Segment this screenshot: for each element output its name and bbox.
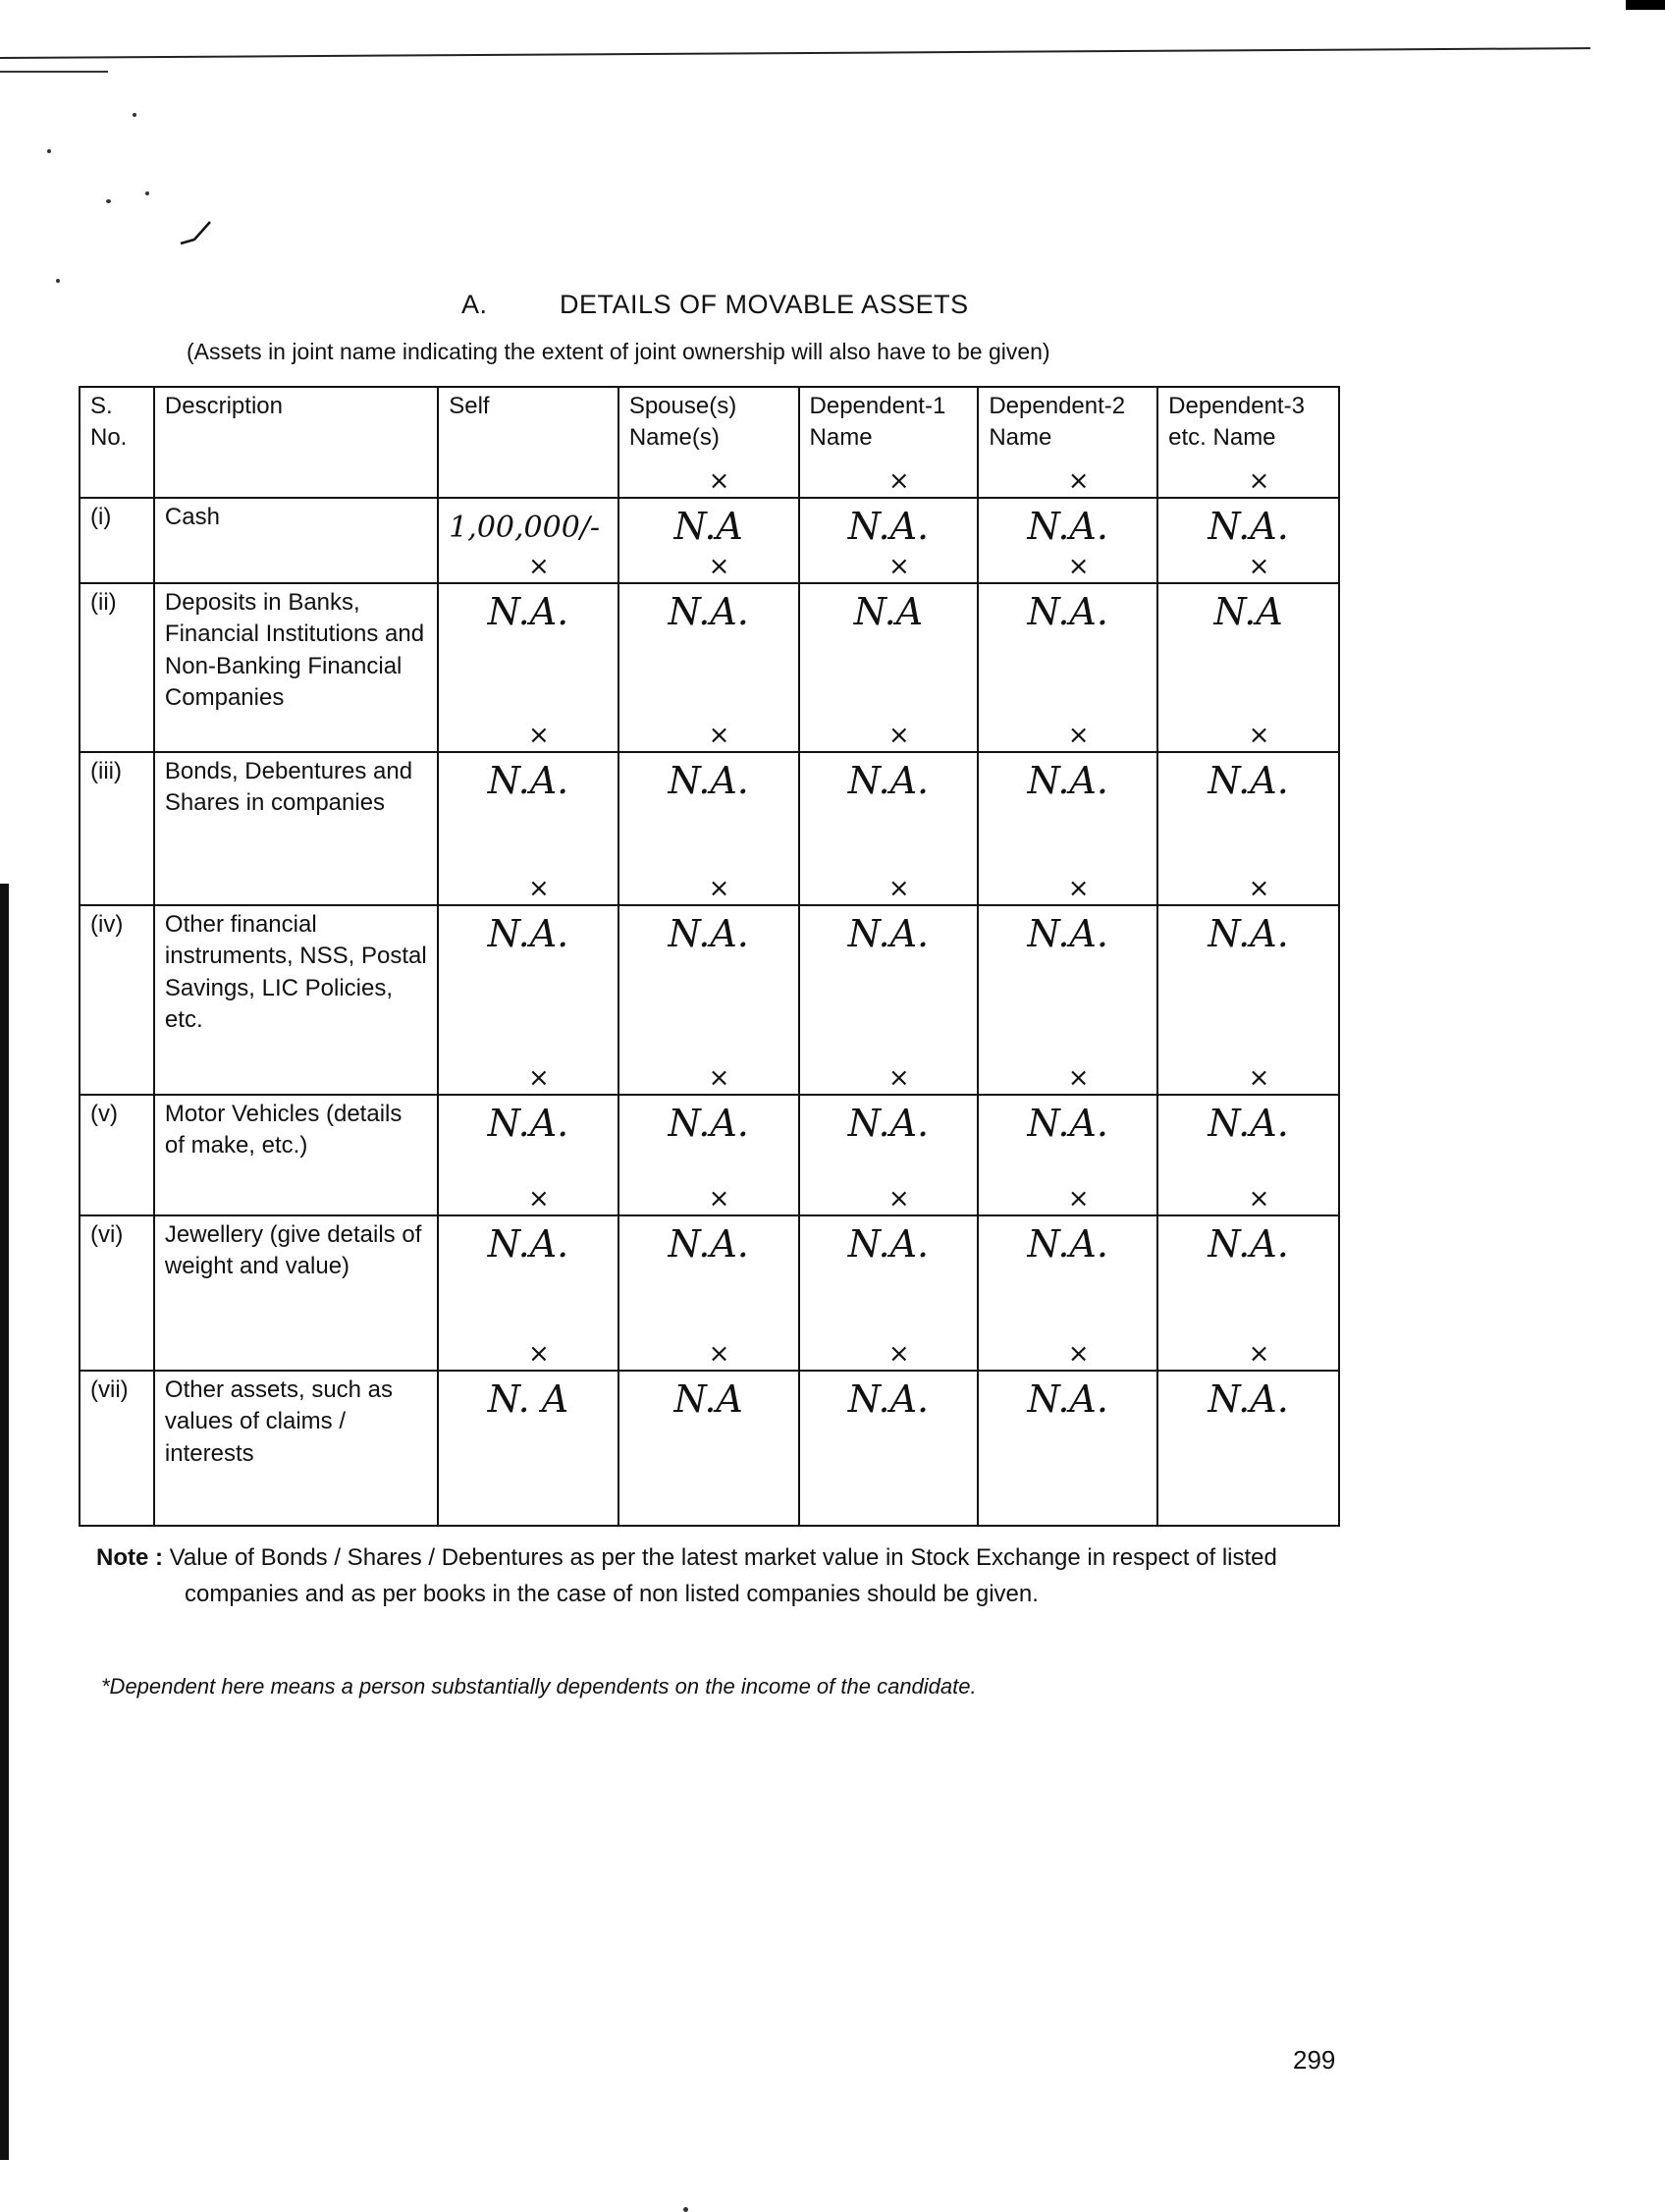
tick-mark (177, 216, 216, 250)
header-dependent-3: Dependent-3 etc. Name (1157, 387, 1339, 498)
strike-mark: × (528, 1063, 550, 1093)
row-sno: (vi) (80, 1215, 154, 1371)
handwritten-value: × N.A. (1027, 874, 1108, 955)
handwritten-value: × N. A (487, 1339, 569, 1421)
handwritten-value: × N.A. (847, 874, 930, 955)
page-number: 299 (1293, 2045, 1336, 2075)
handwritten-value: × N.A. (847, 466, 930, 548)
handwritten-value: × N.A. (668, 1184, 749, 1266)
handwritten-value: × N.A. (487, 1184, 569, 1266)
strike-mark: × (887, 466, 910, 496)
header-self: Self (438, 387, 618, 498)
handwritten-value: × N.A. (847, 1339, 930, 1421)
scan-speck (47, 149, 51, 153)
row-description: Other financial instruments, NSS, Postal Savings, LIC Policies, etc. (154, 905, 438, 1095)
note-block (96, 1539, 1343, 1612)
strike-mark: × (528, 874, 550, 903)
strike-mark: × (708, 552, 730, 581)
row-description: Other assets, such as values of claims / interests (154, 1371, 438, 1526)
strike-mark: × (528, 1339, 550, 1369)
strike-mark: × (1067, 1063, 1090, 1093)
header-sno: S. No. (80, 387, 154, 498)
row-description: Motor Vehicles (details of make, etc.) (154, 1095, 438, 1215)
row-sno: (i) (80, 498, 154, 583)
strike-mark: × (528, 552, 550, 581)
scan-left-edge (0, 884, 9, 2160)
handwritten-value: × N.A. (847, 1063, 930, 1145)
handwritten-value: × N.A. (1027, 466, 1108, 548)
header-spouse: Spouse(s) Name(s) (618, 387, 799, 498)
strike-mark: × (708, 1339, 730, 1369)
section-heading: DETAILS OF MOVABLE ASSETS (560, 290, 969, 319)
strike-mark: × (1248, 1063, 1270, 1093)
cell-self (438, 1339, 618, 1526)
section-title (461, 290, 969, 320)
handwritten-value: × N.A. (1208, 874, 1289, 955)
handwritten-value: × N.A. (1208, 1063, 1289, 1145)
header-description: Description (154, 387, 438, 498)
note-label: Note : (96, 1544, 163, 1571)
strike-mark: × (1248, 552, 1270, 581)
strike-mark: × (528, 721, 550, 750)
handwritten-value: × N.A. (1027, 721, 1108, 802)
row-description: Deposits in Banks, Financial Institutions and Non-Banking Financial Companies (154, 583, 438, 752)
strike-mark: × (1067, 1339, 1090, 1369)
handwritten-value: × N.A. (1208, 1184, 1289, 1266)
strike-mark: × (887, 552, 910, 581)
row-description: Bonds, Debentures and Shares in companies (154, 752, 438, 905)
handwritten-value: × N.A (673, 1339, 743, 1421)
strike-mark: × (1067, 552, 1090, 581)
strike-mark: × (1067, 466, 1090, 496)
row-sno: (vii) (80, 1371, 154, 1526)
header-dependent-1: Dependent-1 Name (799, 387, 979, 498)
cell-dependent-2 (978, 1339, 1157, 1526)
strike-mark: × (887, 1184, 910, 1214)
scan-speck (133, 113, 136, 117)
table-row (80, 1371, 1339, 1526)
handwritten-value: × N.A (1213, 552, 1283, 633)
strike-mark: × (708, 1063, 730, 1093)
handwritten-value: × N.A. (847, 1184, 930, 1266)
strike-mark: × (1248, 1339, 1270, 1369)
row-sno: (iii) (80, 752, 154, 905)
strike-mark: × (1248, 874, 1270, 903)
scan-edge-line (0, 47, 1590, 59)
strike-mark: × (708, 466, 730, 496)
section-letter: A. (461, 290, 488, 319)
row-sno: (v) (80, 1095, 154, 1215)
strike-mark: × (887, 874, 910, 903)
strike-mark: × (708, 1184, 730, 1214)
dependent-footnote: *Dependent here means a person substantially dependents on the income of the candidate. (101, 1674, 977, 1699)
strike-mark: × (887, 1339, 910, 1369)
note-text: Value of Bonds / Shares / Debentures as per the latest market value in Stock Exchange in respect of listed companies and as per books in the case of non listed companies should be given. (169, 1544, 1277, 1608)
handwritten-value: × N.A. (847, 721, 930, 802)
handwritten-value: × N.A. (1027, 552, 1108, 633)
handwritten-value: 1,00,000/- (449, 511, 601, 545)
handwritten-value: × N.A. (1027, 1063, 1108, 1145)
handwritten-value: × N.A. (487, 721, 569, 802)
handwritten-value: × N.A. (1027, 1339, 1108, 1421)
strike-mark: × (1067, 721, 1090, 750)
section-subtitle: (Assets in joint name indicating the extent of joint ownership will also have to be given) (187, 339, 1050, 364)
strike-mark: × (1067, 1184, 1090, 1214)
handwritten-value: × N.A. (668, 552, 749, 633)
cell-dependent-1 (799, 1339, 979, 1526)
row-sno: (ii) (80, 583, 154, 752)
cell-spouse (618, 1339, 799, 1526)
strike-mark: × (708, 874, 730, 903)
strike-mark: × (1248, 1184, 1270, 1214)
strike-mark: × (887, 721, 910, 750)
handwritten-value: × N.A (853, 552, 924, 633)
row-description: Jewellery (give details of weight and value) (154, 1215, 438, 1371)
strike-mark: × (1067, 874, 1090, 903)
handwritten-value: × N.A. (668, 1063, 749, 1145)
row-sno: (iv) (80, 905, 154, 1095)
handwritten-value: × N.A. (487, 874, 569, 955)
strike-mark: × (708, 721, 730, 750)
strike-mark: × (1248, 721, 1270, 750)
handwritten-value: × N.A. (668, 721, 749, 802)
movable-assets-table (79, 386, 1340, 1527)
scan-speck (56, 279, 60, 283)
handwritten-value: × N.A. (1027, 1184, 1108, 1266)
row-description: Cash (154, 498, 438, 583)
strike-mark: × (528, 1184, 550, 1214)
handwritten-value: × N.A. (668, 874, 749, 955)
handwritten-value: × N.A. (487, 552, 569, 633)
handwritten-value: × N.A. (1208, 466, 1289, 548)
scan-corner-mark (1626, 0, 1665, 10)
cell-dependent-3 (1157, 1339, 1339, 1526)
handwritten-value: × N.A. (1208, 721, 1289, 802)
strike-mark: × (887, 1063, 910, 1093)
handwritten-value: × N.A (673, 466, 743, 548)
scan-speck (683, 2207, 688, 2212)
header-dependent-2: Dependent-2 Name (978, 387, 1157, 498)
scan-speck (145, 191, 149, 195)
handwritten-value: × N.A. (487, 1063, 569, 1145)
strike-mark: × (1248, 466, 1270, 496)
scan-speck (106, 199, 111, 203)
handwritten-value: × N.A. (1208, 1339, 1289, 1421)
scan-edge-line (0, 71, 108, 73)
